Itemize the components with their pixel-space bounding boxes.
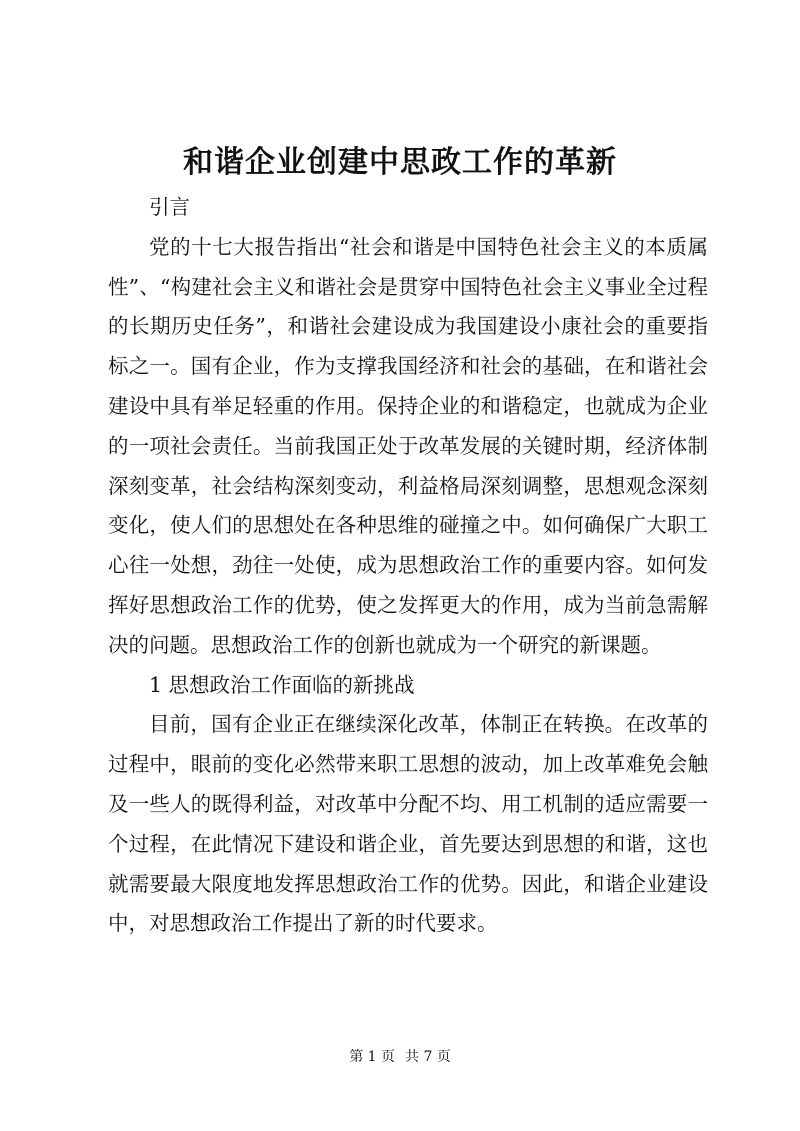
page-footer [0,1047,800,1067]
page-count: 共 7 页 [405,1049,451,1065]
document-title: 和谐企业创建中思政工作的革新 [183,145,617,180]
body-paragraph: 党的十七大报告指出“社会和谐是中国特色社会主义的本质属性”、“构建社会主义和谐社会是贯穿中国特色社会主义事业全过程的长期历史任务”，和谐社会建设成为我国建设小康社会的重要指标之一。国有企业，作为支撑我国经济和社会的基础，在和谐社会建设中具有举足轻重的作用。保持企业的和谐稳定，也就成为企业的一项社会责任。当前我国正处于改革发展的关键时期，经济体制深刻变革，社会结构深刻变动，利益格局深刻调整，思想观念深刻变化，使人们的思想处在各种思维的碰撞之中。如何确保广大职工心往一处想，劲往一处使，成为思想政治工作的重要内容。如何发挥好思想政治工作的优势，使之发挥更大的作用，成为当前急需解决的问题。思想政治工作的创新也就成为一个研究的新课题。 [108,234,708,657]
section-heading-challenges: 1 思想政治工作面临的新挑战 [149,672,415,697]
document-body [108,188,708,944]
body-paragraph: 目前，国有企业正在继续深化改革，体制正在转换。在改革的过程中，眼前的变化必然带来职工思想的波动，加上改革难免会触及一些人的既得利益，对改革中分配不均、用工机制的适应需要一个过程，在此情况下建设和谐企业，首先要达到思想的和谐，这也就需要最大限度地发挥思想政治工作的优势。因此，和谐企业建设中，对思想政治工作提出了新的时代要求。 [108,712,708,936]
section-heading-intro: 引言 [149,195,190,219]
page-number: 第 1 页 [349,1049,395,1065]
